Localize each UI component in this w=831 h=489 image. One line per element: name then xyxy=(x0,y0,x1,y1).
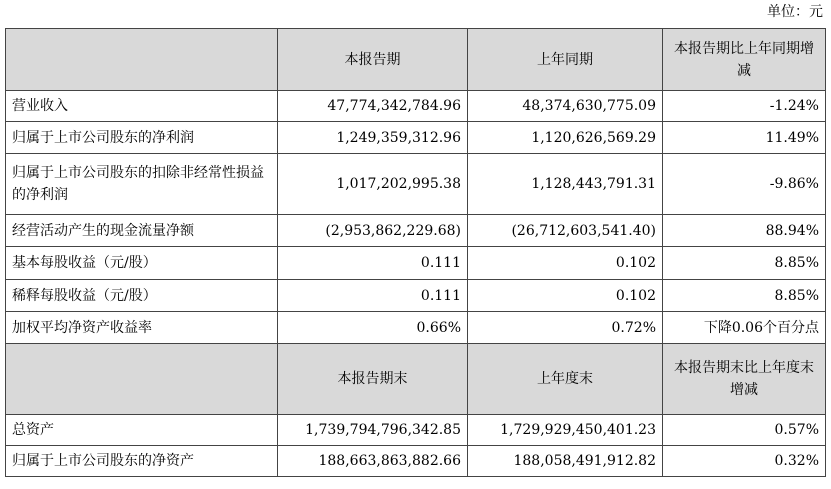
row-label: 加权平均净资产收益率 xyxy=(6,312,278,344)
row-prior: 0.102 xyxy=(468,280,663,312)
row-prior: 1,729,929,450,401.23 xyxy=(468,415,663,446)
table-row xyxy=(6,154,826,215)
header-current-period: 本报告期 xyxy=(278,29,468,91)
row-current: 0.66% xyxy=(278,312,468,344)
row-label: 营业收入 xyxy=(6,91,278,122)
row-prior: 48,374,630,775.09 xyxy=(468,91,663,122)
header-prior-period: 上年同期 xyxy=(468,29,663,91)
table-header-period xyxy=(6,29,826,91)
row-change: 下降0.06个百分点 xyxy=(663,312,826,344)
row-prior: (26,712,603,541.40) xyxy=(468,215,663,247)
table-row xyxy=(6,91,826,122)
row-prior: 1,120,626,569.29 xyxy=(468,122,663,154)
row-current: 1,249,359,312.96 xyxy=(278,122,468,154)
header-prior-year-end: 上年度末 xyxy=(468,344,663,415)
row-current: 188,663,863,882.66 xyxy=(278,446,468,477)
table-row xyxy=(6,247,826,280)
row-change: -1.24% xyxy=(663,91,826,122)
table-row xyxy=(6,415,826,446)
row-label: 归属于上市公司股东的扣除非经常性损益的净利润 xyxy=(6,154,278,215)
row-change: 8.85% xyxy=(663,247,826,280)
table-row xyxy=(6,280,826,312)
header-label-cell xyxy=(6,29,278,91)
row-current: 0.111 xyxy=(278,280,468,312)
row-prior: 0.102 xyxy=(468,247,663,280)
table-row xyxy=(6,122,826,154)
row-change: 11.49% xyxy=(663,122,826,154)
row-current: 47,774,342,784.96 xyxy=(278,91,468,122)
header-change-period: 本报告期比上年同期增减 xyxy=(663,29,826,91)
row-label: 归属于上市公司股东的净资产 xyxy=(6,446,278,477)
header-label-cell xyxy=(6,344,278,415)
row-change: 0.32% xyxy=(663,446,826,477)
row-change: 8.85% xyxy=(663,280,826,312)
row-current: (2,953,862,229.68) xyxy=(278,215,468,247)
table-row xyxy=(6,312,826,344)
table-row xyxy=(6,446,826,477)
row-prior: 188,058,491,912.82 xyxy=(468,446,663,477)
table-row xyxy=(6,215,826,247)
row-change: -9.86% xyxy=(663,154,826,215)
table-header-period-end xyxy=(6,344,826,415)
row-current: 1,017,202,995.38 xyxy=(278,154,468,215)
row-prior: 1,128,443,791.31 xyxy=(468,154,663,215)
row-current: 0.111 xyxy=(278,247,468,280)
row-prior: 0.72% xyxy=(468,312,663,344)
row-label: 经营活动产生的现金流量净额 xyxy=(6,215,278,247)
header-current-period-end: 本报告期末 xyxy=(278,344,468,415)
row-change: 88.94% xyxy=(663,215,826,247)
financial-summary-table xyxy=(5,28,826,477)
row-label: 基本每股收益（元/股） xyxy=(6,247,278,280)
row-current: 1,739,794,796,342.85 xyxy=(278,415,468,446)
header-change-year-end: 本报告期末比上年度末增减 xyxy=(663,344,826,415)
row-label: 归属于上市公司股东的净利润 xyxy=(6,122,278,154)
unit-label: 单位：元 xyxy=(767,4,823,20)
row-label: 稀释每股收益（元/股） xyxy=(6,280,278,312)
row-label: 总资产 xyxy=(6,415,278,446)
row-change: 0.57% xyxy=(663,415,826,446)
